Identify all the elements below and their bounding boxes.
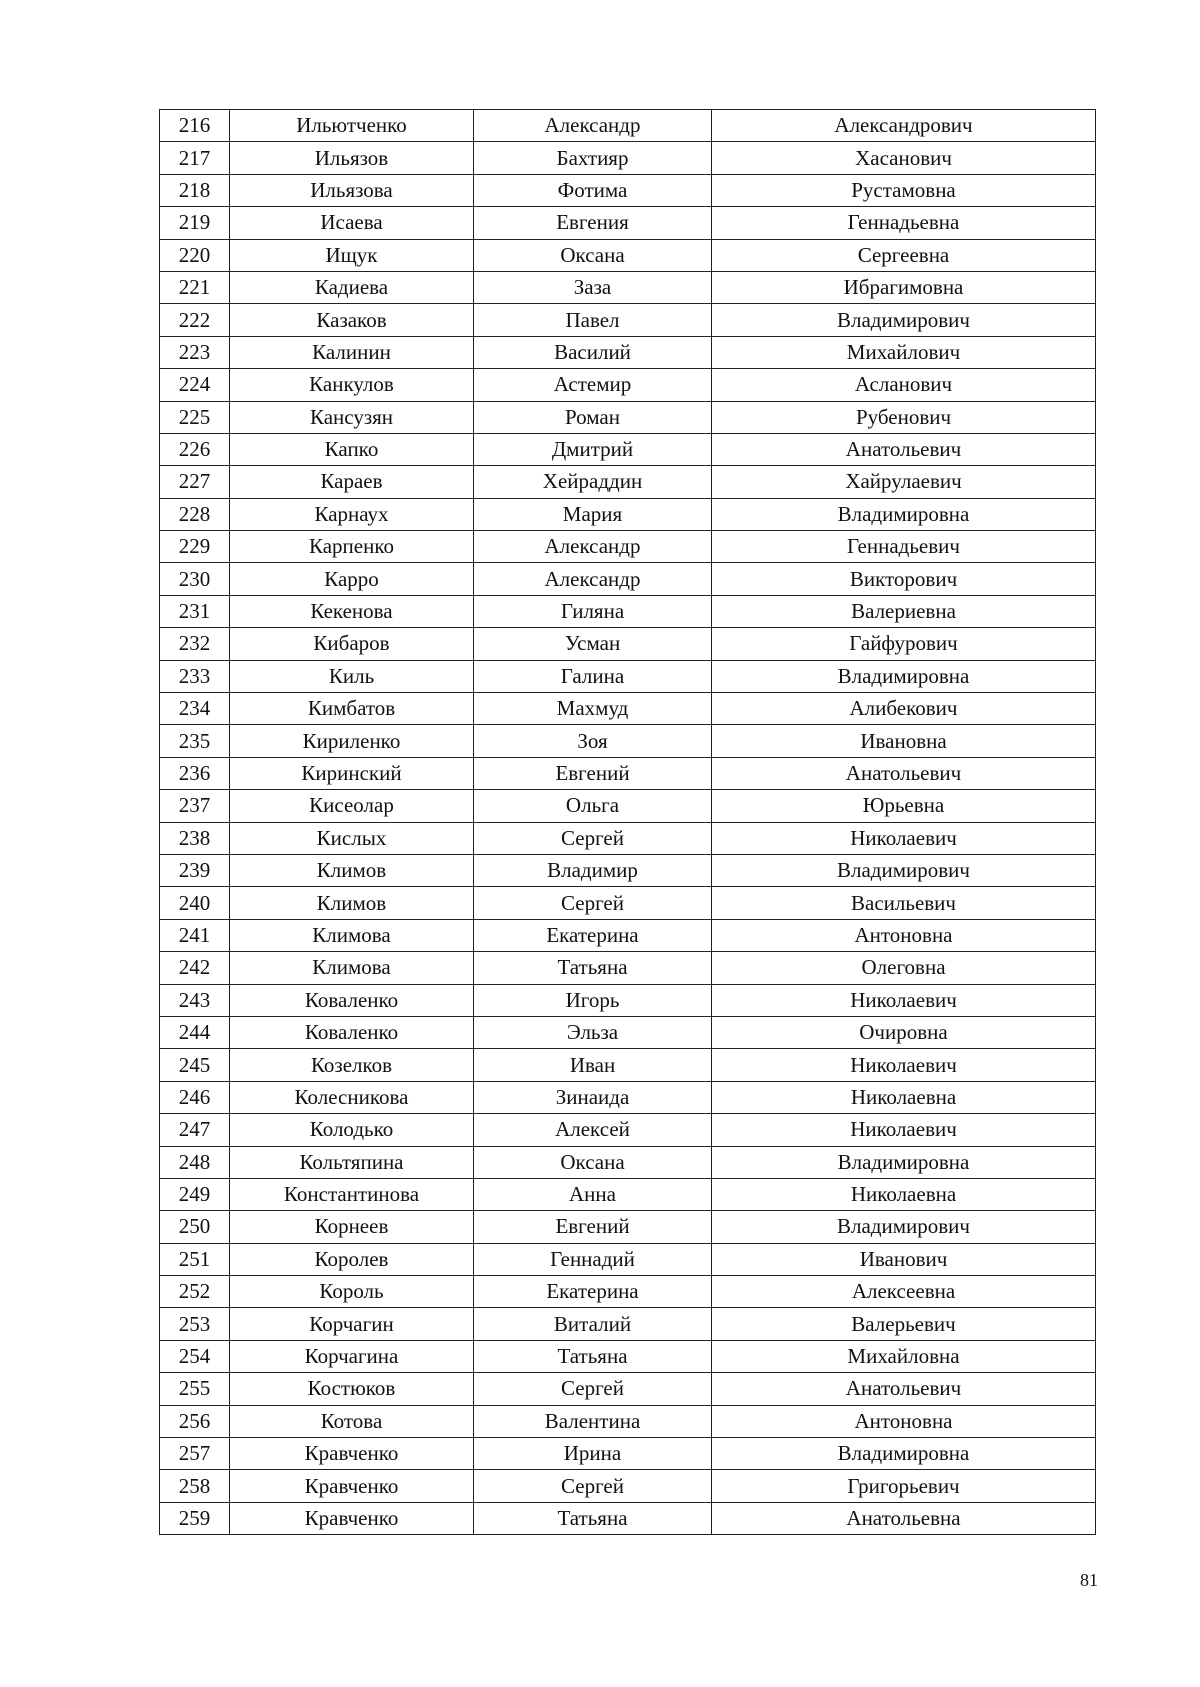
table-row (160, 1178, 1096, 1210)
first-name-cell: Фотима (474, 174, 712, 206)
row-number-cell: 241 (160, 919, 230, 951)
row-number-cell: 238 (160, 822, 230, 854)
patronymic-cell: Владимировна (712, 660, 1096, 692)
row-number-cell: 254 (160, 1340, 230, 1372)
last-name-cell: Кислых (230, 822, 474, 854)
first-name-cell: Геннадий (474, 1243, 712, 1275)
patronymic-cell: Николаевна (712, 1178, 1096, 1210)
table-row (160, 1373, 1096, 1405)
row-number-cell: 235 (160, 725, 230, 757)
patronymic-cell: Антоновна (712, 1405, 1096, 1437)
last-name-cell: Кисеолар (230, 790, 474, 822)
table-row (160, 1405, 1096, 1437)
table-row (160, 790, 1096, 822)
patronymic-cell: Валерьевич (712, 1308, 1096, 1340)
last-name-cell: Корчагина (230, 1340, 474, 1372)
patronymic-cell: Олеговна (712, 952, 1096, 984)
first-name-cell: Заза (474, 271, 712, 303)
patronymic-cell: Рустамовна (712, 174, 1096, 206)
table-row (160, 433, 1096, 465)
first-name-cell: Александр (474, 563, 712, 595)
table-row (160, 919, 1096, 951)
last-name-cell: Кансузян (230, 401, 474, 433)
table-row (160, 1114, 1096, 1146)
patronymic-cell: Юрьевна (712, 790, 1096, 822)
last-name-cell: Кибаров (230, 628, 474, 660)
table-row (160, 1276, 1096, 1308)
patronymic-cell: Владимирович (712, 854, 1096, 886)
first-name-cell: Хейраддин (474, 466, 712, 498)
first-name-cell: Оксана (474, 1146, 712, 1178)
table-row (160, 1243, 1096, 1275)
first-name-cell: Ольга (474, 790, 712, 822)
last-name-cell: Костюков (230, 1373, 474, 1405)
first-name-cell: Роман (474, 401, 712, 433)
table-row (160, 660, 1096, 692)
row-number-cell: 233 (160, 660, 230, 692)
table-row (160, 498, 1096, 530)
first-name-cell: Гиляна (474, 595, 712, 627)
patronymic-cell: Алибекович (712, 693, 1096, 725)
patronymic-cell: Николаевич (712, 1049, 1096, 1081)
first-name-cell: Александр (474, 531, 712, 563)
table-row (160, 887, 1096, 919)
names-table (159, 109, 1096, 1535)
row-number-cell: 228 (160, 498, 230, 530)
last-name-cell: Козелков (230, 1049, 474, 1081)
table-row (160, 1340, 1096, 1372)
patronymic-cell: Николаевна (712, 1081, 1096, 1113)
first-name-cell: Мария (474, 498, 712, 530)
last-name-cell: Киринский (230, 757, 474, 789)
table-row (160, 401, 1096, 433)
page-number: 81 (1080, 1570, 1098, 1590)
first-name-cell: Иван (474, 1049, 712, 1081)
row-number-cell: 247 (160, 1114, 230, 1146)
last-name-cell: Кравченко (230, 1470, 474, 1502)
patronymic-cell: Хайрулаевич (712, 466, 1096, 498)
last-name-cell: Киль (230, 660, 474, 692)
row-number-cell: 251 (160, 1243, 230, 1275)
patronymic-cell: Николаевич (712, 984, 1096, 1016)
table-row (160, 1049, 1096, 1081)
last-name-cell: Король (230, 1276, 474, 1308)
row-number-cell: 245 (160, 1049, 230, 1081)
table-row (160, 1211, 1096, 1243)
table-row (160, 142, 1096, 174)
table-row (160, 174, 1096, 206)
first-name-cell: Василий (474, 336, 712, 368)
patronymic-cell: Анатольевич (712, 757, 1096, 789)
last-name-cell: Караев (230, 466, 474, 498)
table-row (160, 757, 1096, 789)
last-name-cell: Колесникова (230, 1081, 474, 1113)
table-row (160, 595, 1096, 627)
row-number-cell: 230 (160, 563, 230, 595)
first-name-cell: Екатерина (474, 919, 712, 951)
row-number-cell: 234 (160, 693, 230, 725)
table-row (160, 1081, 1096, 1113)
table-row (160, 1502, 1096, 1534)
first-name-cell: Валентина (474, 1405, 712, 1437)
row-number-cell: 253 (160, 1308, 230, 1340)
row-number-cell: 257 (160, 1438, 230, 1470)
row-number-cell: 221 (160, 271, 230, 303)
last-name-cell: Канкулов (230, 369, 474, 401)
table-row (160, 336, 1096, 368)
table-row (160, 369, 1096, 401)
first-name-cell: Игорь (474, 984, 712, 1016)
last-name-cell: Колодько (230, 1114, 474, 1146)
last-name-cell: Корнеев (230, 1211, 474, 1243)
last-name-cell: Кимбатов (230, 693, 474, 725)
first-name-cell: Татьяна (474, 1340, 712, 1372)
row-number-cell: 249 (160, 1178, 230, 1210)
row-number-cell: 237 (160, 790, 230, 822)
first-name-cell: Сергей (474, 822, 712, 854)
last-name-cell: Кириленко (230, 725, 474, 757)
table-row (160, 531, 1096, 563)
patronymic-cell: Гайфурович (712, 628, 1096, 660)
row-number-cell: 239 (160, 854, 230, 886)
last-name-cell: Ильязов (230, 142, 474, 174)
first-name-cell: Сергей (474, 887, 712, 919)
patronymic-cell: Геннадьевна (712, 207, 1096, 239)
table-row (160, 1308, 1096, 1340)
last-name-cell: Ильязова (230, 174, 474, 206)
first-name-cell: Александр (474, 110, 712, 142)
patronymic-cell: Владимирович (712, 304, 1096, 336)
patronymic-cell: Сергеевна (712, 239, 1096, 271)
patronymic-cell: Анатольевна (712, 1502, 1096, 1534)
first-name-cell: Сергей (474, 1373, 712, 1405)
first-name-cell: Евгения (474, 207, 712, 239)
last-name-cell: Кравченко (230, 1438, 474, 1470)
first-name-cell: Владимир (474, 854, 712, 886)
first-name-cell: Евгений (474, 1211, 712, 1243)
row-number-cell: 231 (160, 595, 230, 627)
last-name-cell: Ильютченко (230, 110, 474, 142)
row-number-cell: 226 (160, 433, 230, 465)
first-name-cell: Оксана (474, 239, 712, 271)
row-number-cell: 243 (160, 984, 230, 1016)
table-row (160, 1146, 1096, 1178)
table-row (160, 271, 1096, 303)
row-number-cell: 223 (160, 336, 230, 368)
table-row (160, 466, 1096, 498)
last-name-cell: Котова (230, 1405, 474, 1437)
last-name-cell: Кравченко (230, 1502, 474, 1534)
last-name-cell: Капко (230, 433, 474, 465)
patronymic-cell: Асланович (712, 369, 1096, 401)
patronymic-cell: Николаевич (712, 1114, 1096, 1146)
first-name-cell: Дмитрий (474, 433, 712, 465)
table-row (160, 1016, 1096, 1048)
first-name-cell: Галина (474, 660, 712, 692)
last-name-cell: Калинин (230, 336, 474, 368)
last-name-cell: Исаева (230, 207, 474, 239)
patronymic-cell: Владимирович (712, 1211, 1096, 1243)
row-number-cell: 250 (160, 1211, 230, 1243)
row-number-cell: 236 (160, 757, 230, 789)
last-name-cell: Кольтяпина (230, 1146, 474, 1178)
row-number-cell: 258 (160, 1470, 230, 1502)
patronymic-cell: Геннадьевич (712, 531, 1096, 563)
table-row (160, 628, 1096, 660)
first-name-cell: Анна (474, 1178, 712, 1210)
last-name-cell: Королев (230, 1243, 474, 1275)
patronymic-cell: Васильевич (712, 887, 1096, 919)
patronymic-cell: Николаевич (712, 822, 1096, 854)
last-name-cell: Ищук (230, 239, 474, 271)
first-name-cell: Виталий (474, 1308, 712, 1340)
row-number-cell: 255 (160, 1373, 230, 1405)
patronymic-cell: Рубенович (712, 401, 1096, 433)
last-name-cell: Климов (230, 854, 474, 886)
row-number-cell: 248 (160, 1146, 230, 1178)
first-name-cell: Эльза (474, 1016, 712, 1048)
last-name-cell: Кадиева (230, 271, 474, 303)
table-row (160, 854, 1096, 886)
table-row (160, 822, 1096, 854)
first-name-cell: Евгений (474, 757, 712, 789)
patronymic-cell: Антоновна (712, 919, 1096, 951)
patronymic-cell: Александрович (712, 110, 1096, 142)
table-row (160, 1470, 1096, 1502)
first-name-cell: Зоя (474, 725, 712, 757)
last-name-cell: Климова (230, 919, 474, 951)
last-name-cell: Коваленко (230, 984, 474, 1016)
first-name-cell: Татьяна (474, 952, 712, 984)
row-number-cell: 256 (160, 1405, 230, 1437)
row-number-cell: 229 (160, 531, 230, 563)
table-row (160, 239, 1096, 271)
last-name-cell: Климова (230, 952, 474, 984)
patronymic-cell: Викторович (712, 563, 1096, 595)
row-number-cell: 217 (160, 142, 230, 174)
last-name-cell: Карро (230, 563, 474, 595)
last-name-cell: Кекенова (230, 595, 474, 627)
patronymic-cell: Очировна (712, 1016, 1096, 1048)
first-name-cell: Алексей (474, 1114, 712, 1146)
table-row (160, 563, 1096, 595)
patronymic-cell: Анатольевич (712, 433, 1096, 465)
patronymic-cell: Иванович (712, 1243, 1096, 1275)
patronymic-cell: Владимировна (712, 498, 1096, 530)
first-name-cell: Татьяна (474, 1502, 712, 1534)
first-name-cell: Павел (474, 304, 712, 336)
last-name-cell: Карпенко (230, 531, 474, 563)
table-row (160, 1438, 1096, 1470)
patronymic-cell: Михайлович (712, 336, 1096, 368)
patronymic-cell: Хасанович (712, 142, 1096, 174)
last-name-cell: Климов (230, 887, 474, 919)
first-name-cell: Бахтияр (474, 142, 712, 174)
table-row (160, 952, 1096, 984)
first-name-cell: Астемир (474, 369, 712, 401)
table-row (160, 110, 1096, 142)
patronymic-cell: Валериевна (712, 595, 1096, 627)
patronymic-cell: Ибрагимовна (712, 271, 1096, 303)
last-name-cell: Казаков (230, 304, 474, 336)
table-row (160, 984, 1096, 1016)
last-name-cell: Карнаух (230, 498, 474, 530)
first-name-cell: Махмуд (474, 693, 712, 725)
patronymic-cell: Михайловна (712, 1340, 1096, 1372)
row-number-cell: 219 (160, 207, 230, 239)
patronymic-cell: Анатольевич (712, 1373, 1096, 1405)
last-name-cell: Коваленко (230, 1016, 474, 1048)
row-number-cell: 252 (160, 1276, 230, 1308)
table-row (160, 207, 1096, 239)
row-number-cell: 220 (160, 239, 230, 271)
row-number-cell: 246 (160, 1081, 230, 1113)
row-number-cell: 240 (160, 887, 230, 919)
patronymic-cell: Ивановна (712, 725, 1096, 757)
row-number-cell: 218 (160, 174, 230, 206)
row-number-cell: 242 (160, 952, 230, 984)
first-name-cell: Екатерина (474, 1276, 712, 1308)
row-number-cell: 225 (160, 401, 230, 433)
table-row (160, 693, 1096, 725)
row-number-cell: 232 (160, 628, 230, 660)
row-number-cell: 244 (160, 1016, 230, 1048)
row-number-cell: 222 (160, 304, 230, 336)
first-name-cell: Сергей (474, 1470, 712, 1502)
table-row (160, 304, 1096, 336)
names-table-body (160, 110, 1096, 1535)
patronymic-cell: Владимировна (712, 1438, 1096, 1470)
row-number-cell: 224 (160, 369, 230, 401)
last-name-cell: Константинова (230, 1178, 474, 1210)
patronymic-cell: Григорьевич (712, 1470, 1096, 1502)
row-number-cell: 227 (160, 466, 230, 498)
last-name-cell: Корчагин (230, 1308, 474, 1340)
first-name-cell: Зинаида (474, 1081, 712, 1113)
row-number-cell: 216 (160, 110, 230, 142)
first-name-cell: Ирина (474, 1438, 712, 1470)
table-row (160, 725, 1096, 757)
patronymic-cell: Владимировна (712, 1146, 1096, 1178)
patronymic-cell: Алексеевна (712, 1276, 1096, 1308)
first-name-cell: Усман (474, 628, 712, 660)
row-number-cell: 259 (160, 1502, 230, 1534)
